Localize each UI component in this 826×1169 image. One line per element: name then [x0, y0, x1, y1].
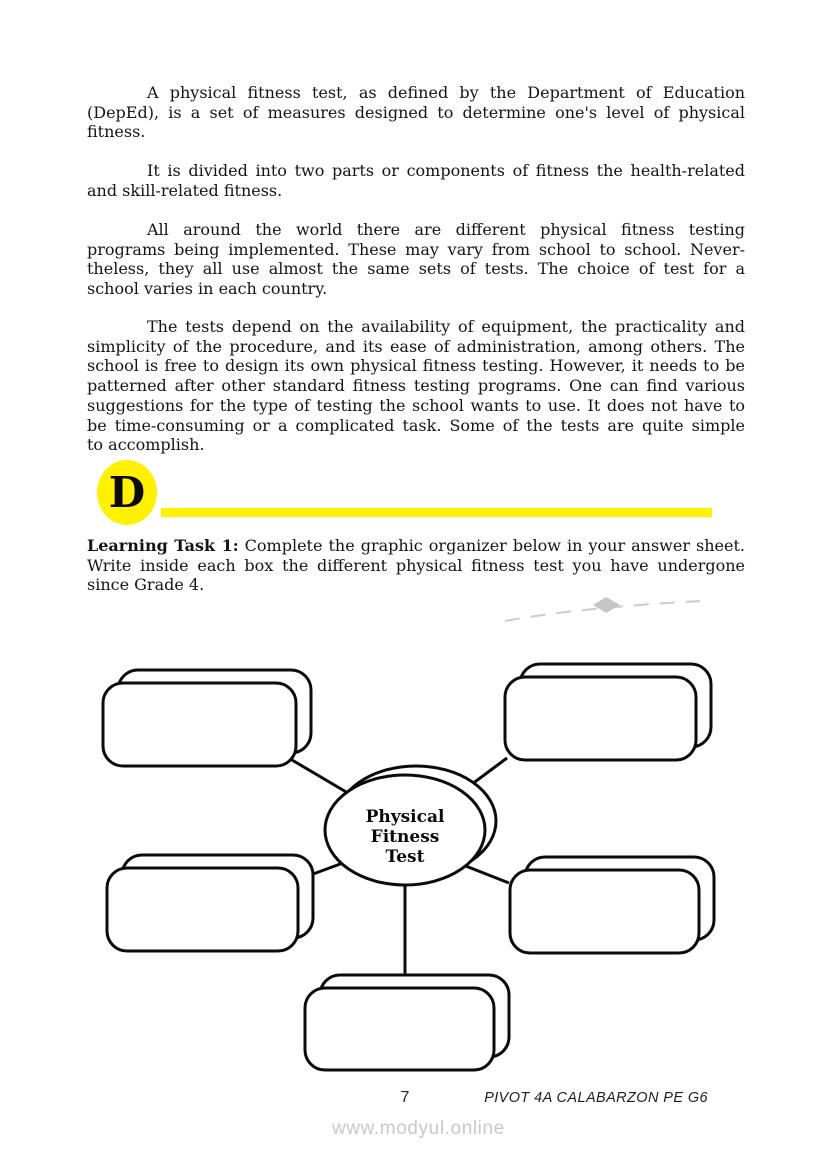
paragraph-3	[87, 220, 745, 299]
page-number: 7	[400, 1089, 410, 1106]
center-node-label-line3: Test	[385, 847, 425, 867]
paragraph-line: Write inside each box the different physical fitness test you have undergone	[87, 555, 745, 575]
paragraph-line: simplicity of the procedure, and its ease of administration, among others. The	[87, 336, 745, 356]
answer-box-middle-right	[510, 857, 714, 953]
section-divider-rule	[161, 508, 712, 517]
paragraph-line: patterned after other standard fitness testing programs. One can find various	[87, 376, 745, 396]
paragraph-line: fitness.	[87, 122, 146, 142]
scan-artifact-swoosh	[505, 597, 700, 621]
learning-task-1	[87, 536, 745, 595]
paragraph-line: All around the world there are different physical fitness testing	[147, 220, 745, 239]
connector-top-left	[292, 760, 353, 796]
paragraph-line: to accomplish.	[87, 435, 205, 455]
paragraph-line: theless, they all use almost the same sets of tests. The choice of test for a	[87, 259, 745, 279]
center-node-label-line2: Fitness	[370, 827, 440, 847]
answer-box-bottom-center	[305, 975, 509, 1070]
answer-box-middle-left	[107, 855, 313, 951]
center-node-label-line1: Physical	[365, 807, 445, 827]
section-d-letter: D	[108, 468, 146, 517]
learning-task-label: Learning Task 1:	[87, 536, 239, 555]
paragraph-line: (DepEd), is a set of measures designed to determine one's level of physical	[87, 102, 745, 122]
paragraph-line: school is free to design its own physical fitness testing. However, it needs to be	[87, 356, 745, 376]
paragraph-line: It is divided into two parts or components of fitness the health-related	[147, 161, 745, 180]
paragraph-line: suggestions for the type of testing the school wants to use. It does not have to	[87, 395, 745, 415]
paragraph-2	[87, 161, 745, 200]
answer-box-top-right	[505, 664, 711, 760]
learning-task-intro: Complete the graphic organizer below in your answer sheet.	[238, 536, 745, 555]
paragraph-line: programs being implemented. These may vary from school to school. Never-	[87, 239, 745, 259]
watermark-text: www.modyul.online	[332, 1118, 505, 1139]
graphic-organizer-diagram	[0, 590, 826, 1085]
paragraph-line: school varies in each country.	[87, 279, 328, 299]
section-d-badge	[97, 460, 157, 525]
paragraph-4	[87, 317, 745, 455]
paragraph-line: A physical fitness test, as defined by the Department of Education	[147, 83, 745, 102]
paragraph-line: be time-consuming or a complicated task. Some of the tests are quite simple	[87, 415, 745, 435]
paragraph-1	[87, 83, 745, 142]
paragraph-line: and skill-related fitness.	[87, 180, 283, 200]
answer-box-top-left	[103, 670, 311, 766]
paragraph-line	[87, 536, 745, 556]
paragraph-line: The tests depend on the availability of equipment, the practicality and	[147, 317, 745, 336]
module-edition-label: PIVOT 4A CALABARZON PE G6	[484, 1090, 708, 1106]
paragraph-line: since Grade 4.	[87, 575, 205, 595]
